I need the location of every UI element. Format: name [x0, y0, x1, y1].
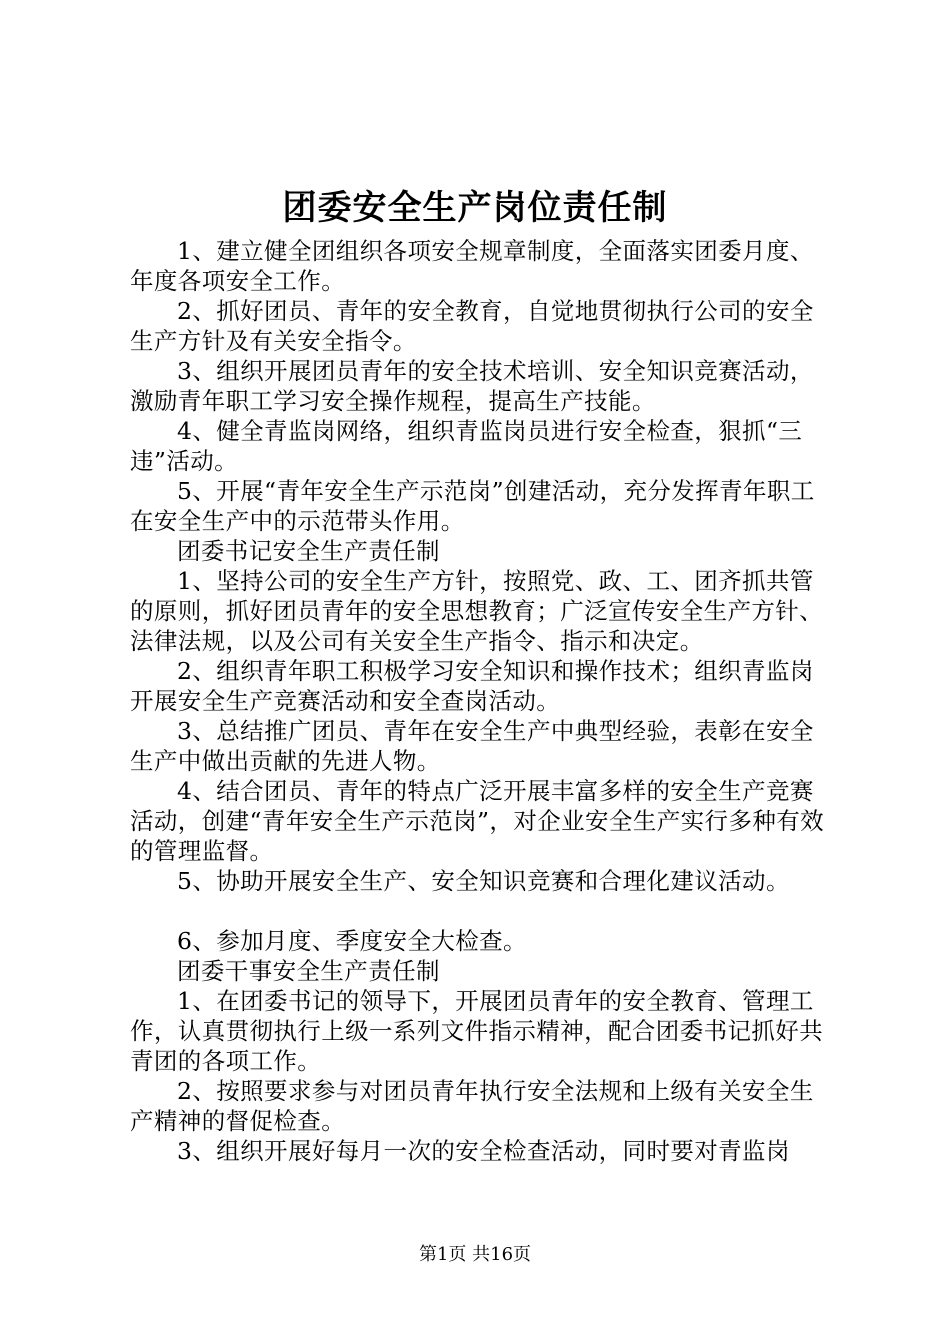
paragraph: 3、总结推广团员、青年在安全生产中典型经验，表彰在安全生产中做出贡献的先进人物。 — [130, 717, 814, 775]
paragraph: 6、参加月度、季度安全大检查。 — [177, 927, 527, 955]
page-number: 第1页 共16页 — [418, 1244, 532, 1265]
blank-line — [130, 896, 830, 926]
paragraph: 3、组织开展好每月一次的安全检查活动，同时要对青监岗 — [177, 1137, 790, 1165]
section-heading: 团委干事安全生产责任制 — [177, 957, 440, 985]
paragraph: 1、在团委书记的领导下，开展团员青年的安全教育、管理工作，认真贯彻执行上级一系列文件指示精神，配合团委书记抓好共青团的各项工作。 — [130, 987, 824, 1075]
paragraph: 2、组织青年职工积极学习安全知识和操作技术；组织青监岗开展安全生产竞赛活动和安全查岗活动。 — [130, 657, 814, 715]
paragraph: 4、结合团员、青年的特点广泛开展丰富多样的安全生产竞赛活动，创建“青年安全生产示范岗”，对企业安全生产实行多种有效的管理监督。 — [130, 777, 825, 865]
section-heading: 团委书记安全生产责任制 — [177, 537, 440, 565]
paragraph: 1、建立健全团组织各项安全规章制度，全面落实团委月度、年度各项安全工作。 — [130, 237, 814, 295]
paragraph: 4、健全青监岗网络，组织青监岗员进行安全检查，狠抓“三违”活动。 — [130, 417, 803, 475]
paragraph: 2、按照要求参与对团员青年执行安全法规和上级有关安全生产精神的督促检查。 — [130, 1077, 814, 1135]
paragraph: 1、坚持公司的安全生产方针，按照党、政、工、团齐抓共管的原则，抓好团员青年的安全思想教育；广泛宣传安全生产方针、法律法规，以及公司有关安全生产指令、指示和决定。 — [130, 567, 824, 655]
paragraph: 5、开展“青年安全生产示范岗”创建活动，充分发挥青年职工在安全生产中的示范带头作用。 — [130, 477, 815, 535]
paragraph: 5、协助开展安全生产、安全知识竞赛和合理化建议活动。 — [177, 867, 790, 895]
paragraph: 2、抓好团员、青年的安全教育，自觉地贯彻执行公司的安全生产方针及有关安全指令。 — [130, 297, 814, 355]
paragraph: 3、组织开展团员青年的安全技术培训、安全知识竞赛活动，激励青年职工学习安全操作规程，提高生产技能。 — [130, 357, 814, 415]
document-title: 团委安全生产岗位责任制 — [282, 188, 668, 228]
document-body — [130, 236, 830, 1166]
